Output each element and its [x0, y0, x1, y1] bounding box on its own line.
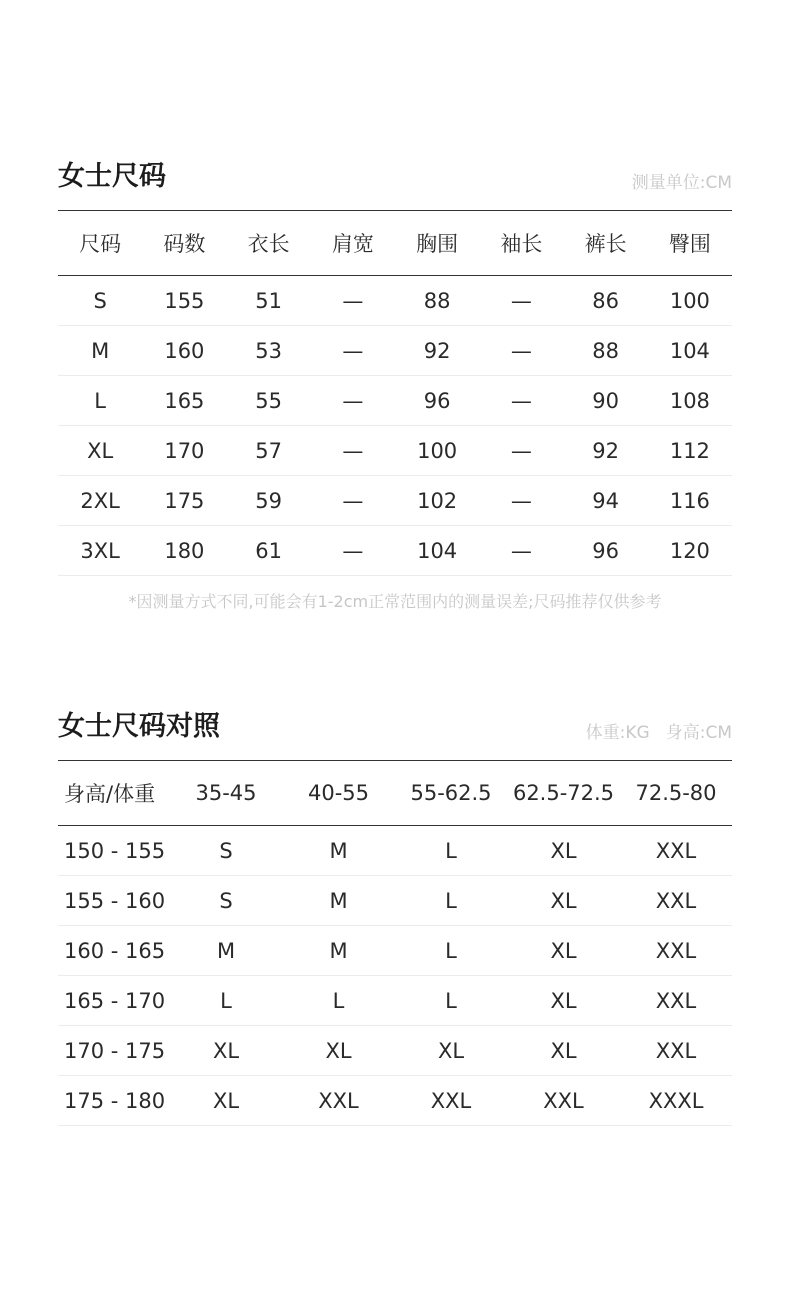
table-row — [58, 376, 732, 426]
cell: 170 — [142, 426, 226, 476]
col-header-number: 码数 — [142, 211, 226, 276]
table-row — [58, 976, 732, 1026]
size-chart-table — [58, 211, 732, 576]
cell: 3XL — [58, 526, 142, 576]
height-range-cell: 165 - 170 — [58, 976, 170, 1026]
size-chart-header-row — [58, 211, 732, 276]
col-header-hip: 臀围 — [648, 211, 732, 276]
size-chart-section — [58, 150, 732, 612]
cell: 120 — [648, 526, 732, 576]
col-header-weight-range: 40-55 — [282, 761, 395, 826]
cell: L — [395, 926, 507, 976]
cell: — — [311, 276, 395, 326]
cell: L — [395, 876, 507, 926]
cell: XL — [507, 826, 620, 876]
size-map-section — [58, 700, 732, 1126]
height-range-cell: 175 - 180 — [58, 1076, 170, 1126]
cell: 116 — [648, 476, 732, 526]
size-map-title: 女士尺码对照 — [58, 711, 220, 742]
cell: 100 — [648, 276, 732, 326]
col-header-size: 尺码 — [58, 211, 142, 276]
cell: L — [395, 826, 507, 876]
height-range-cell: 150 - 155 — [58, 826, 170, 876]
cell: 102 — [395, 476, 479, 526]
size-chart-unit: 测量单位:CM — [631, 173, 732, 193]
cell: XXXL — [620, 1076, 732, 1126]
cell: — — [311, 326, 395, 376]
cell: 92 — [395, 326, 479, 376]
cell: 104 — [395, 526, 479, 576]
cell: 90 — [564, 376, 648, 426]
cell: S — [170, 876, 282, 926]
cell: XL — [507, 976, 620, 1026]
cell: XL — [282, 1026, 395, 1076]
table-row — [58, 826, 732, 876]
cell: XL — [395, 1026, 507, 1076]
cell: 88 — [564, 326, 648, 376]
cell: S — [58, 276, 142, 326]
cell: 175 — [142, 476, 226, 526]
cell: — — [311, 476, 395, 526]
size-map-header-row — [58, 761, 732, 826]
height-range-cell: 160 - 165 — [58, 926, 170, 976]
table-row — [58, 326, 732, 376]
table-row — [58, 1026, 732, 1076]
weight-unit-label: 体重:KG — [585, 723, 650, 743]
cell: — — [311, 426, 395, 476]
cell: XXL — [620, 1026, 732, 1076]
cell: 55 — [227, 376, 311, 426]
cell: 92 — [564, 426, 648, 476]
cell: 96 — [395, 376, 479, 426]
measurement-note: *因测量方式不同,可能会有1-2cm正常范围内的测量误差;尺码推荐仅供参考 — [128, 592, 662, 611]
col-header-weight-range: 72.5-80 — [620, 761, 732, 826]
cell: XXL — [282, 1076, 395, 1126]
cell: 61 — [227, 526, 311, 576]
cell: — — [479, 326, 563, 376]
size-map-table — [58, 761, 732, 1126]
size-chart-header — [58, 150, 732, 211]
col-header-sleeve: 袖长 — [479, 211, 563, 276]
col-header-pants-length: 裤长 — [564, 211, 648, 276]
table-row — [58, 876, 732, 926]
cell: M — [282, 826, 395, 876]
cell: 180 — [142, 526, 226, 576]
cell: 160 — [142, 326, 226, 376]
col-header-weight-range: 62.5-72.5 — [507, 761, 620, 826]
cell: 88 — [395, 276, 479, 326]
height-unit-label: 身高:CM — [665, 723, 732, 743]
cell: 94 — [564, 476, 648, 526]
cell: 104 — [648, 326, 732, 376]
cell: — — [479, 526, 563, 576]
size-map-units — [586, 718, 732, 743]
cell: XXL — [620, 976, 732, 1026]
cell: XL — [58, 426, 142, 476]
cell: 86 — [564, 276, 648, 326]
cell: 165 — [142, 376, 226, 426]
cell: S — [170, 826, 282, 876]
cell: M — [282, 876, 395, 926]
cell: XXL — [507, 1076, 620, 1126]
col-header-length: 衣长 — [227, 211, 311, 276]
col-header-weight-range: 35-45 — [170, 761, 282, 826]
cell: XL — [170, 1026, 282, 1076]
cell: XXL — [620, 876, 732, 926]
col-header-weight-range: 55-62.5 — [395, 761, 507, 826]
cell: XL — [170, 1076, 282, 1126]
cell: XXL — [395, 1076, 507, 1126]
table-row — [58, 276, 732, 326]
cell: 112 — [648, 426, 732, 476]
col-header-bust: 胸围 — [395, 211, 479, 276]
cell: 51 — [227, 276, 311, 326]
cell: M — [170, 926, 282, 976]
cell: — — [311, 526, 395, 576]
table-row — [58, 426, 732, 476]
cell: L — [58, 376, 142, 426]
cell: 53 — [227, 326, 311, 376]
cell: XXL — [620, 826, 732, 876]
size-chart-title: 女士尺码 — [58, 161, 166, 192]
cell: 100 — [395, 426, 479, 476]
height-range-cell: 155 - 160 — [58, 876, 170, 926]
cell: — — [479, 276, 563, 326]
table-row — [58, 926, 732, 976]
cell: M — [58, 326, 142, 376]
col-header-height-weight: 身高/体重 — [58, 761, 170, 826]
cell: — — [311, 376, 395, 426]
cell: XXL — [620, 926, 732, 976]
cell: 155 — [142, 276, 226, 326]
cell: — — [479, 376, 563, 426]
cell: 59 — [227, 476, 311, 526]
size-map-header — [58, 700, 732, 761]
table-row — [58, 1076, 732, 1126]
cell: L — [395, 976, 507, 1026]
cell: L — [282, 976, 395, 1026]
table-row — [58, 526, 732, 576]
height-range-cell: 170 - 175 — [58, 1026, 170, 1076]
col-header-shoulder: 肩宽 — [311, 211, 395, 276]
cell: 57 — [227, 426, 311, 476]
cell: 96 — [564, 526, 648, 576]
cell: 108 — [648, 376, 732, 426]
cell: 2XL — [58, 476, 142, 526]
cell: L — [170, 976, 282, 1026]
cell: — — [479, 426, 563, 476]
cell: XL — [507, 876, 620, 926]
cell: M — [282, 926, 395, 976]
table-row — [58, 476, 732, 526]
cell: XL — [507, 1026, 620, 1076]
cell: — — [479, 476, 563, 526]
cell: XL — [507, 926, 620, 976]
